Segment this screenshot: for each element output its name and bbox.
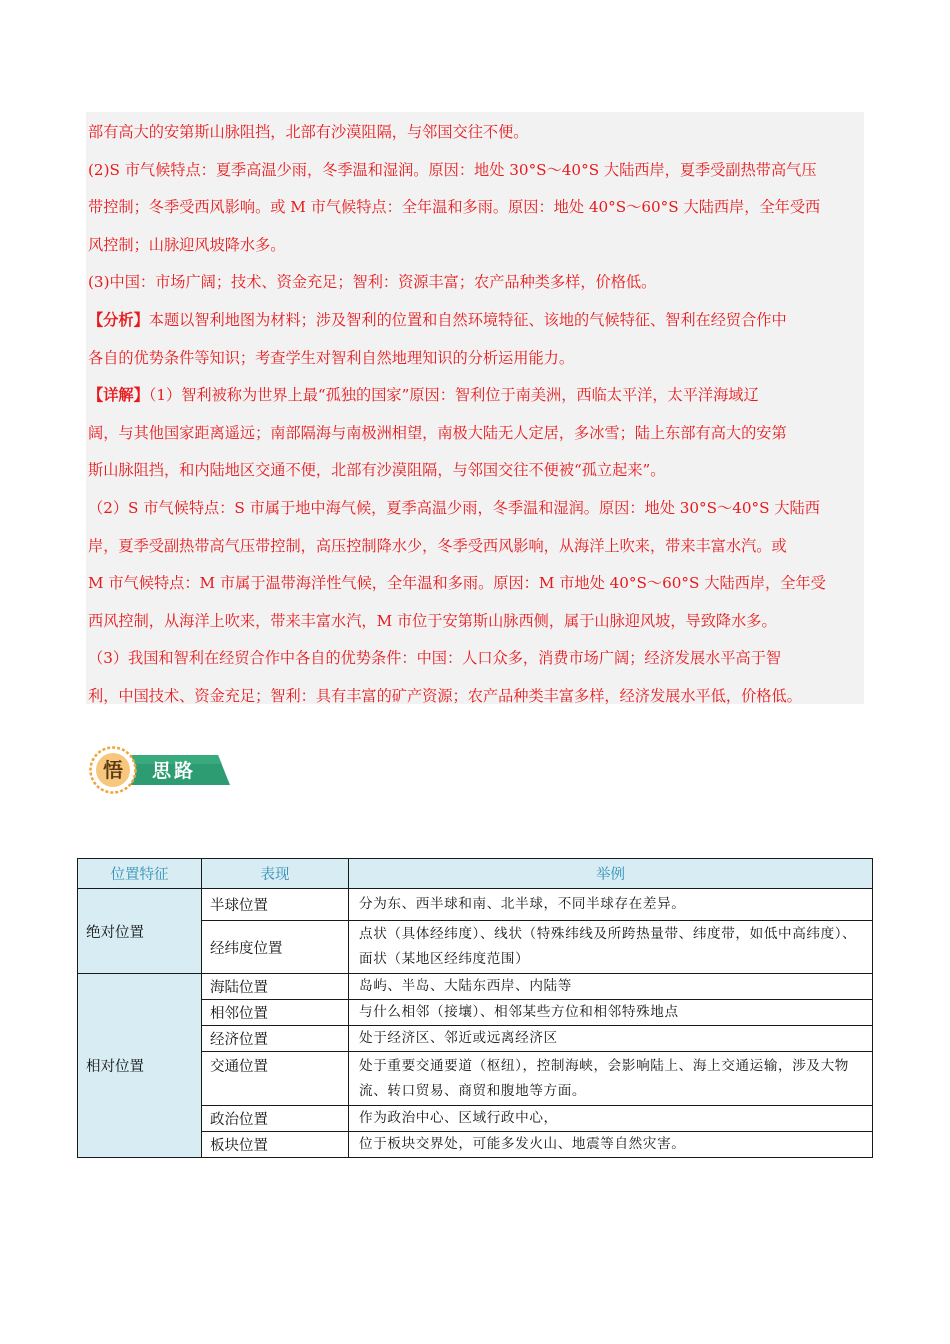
location-feature-table [77,858,873,1158]
example-cell: 分为东、西半球和南、北半球，不同半球存在差异。 [349,889,873,921]
answer-line: 部有高大的安第斯山脉阻挡，北部有沙漠阻隔，与邻国交往不便。 [88,123,529,141]
answer-line: （2）S 市气候特点：S 市属于地中海气候，夏季高温少雨，冬季温和湿润。原因：地处 30°S～40°S 大陆西 [88,498,820,517]
example-cell: 位于板块交界处，可能多发火山、地震等自然灾害。 [349,1132,873,1158]
example-cell: 与什么相邻（接壤）、相邻某些方位和相邻特殊地点 [349,1000,873,1026]
answer-line: 风控制；山脉迎风坡降水多。 [88,235,286,254]
feature-cell: 政治位置 [202,1106,349,1132]
example-cell: 处于重要交通要道（枢纽），控制海峡，会影响陆上、海上交通运输，涉及大物流、转口贸易、商贸和腹地等方面。 [349,1052,873,1106]
table-header-expression: 表现 [202,859,349,889]
example-cell: 处于经济区、邻近或远离经济区 [349,1026,873,1052]
logo-badge-text: 悟 [103,758,123,782]
answer-line: （3）我国和智利在经贸合作中各自的优势条件：中国：人口众多，消费市场广阔；经济发展水平高于智 [88,649,782,668]
answer-line: (3)中国：市场广阔；技术、资金充足；智利：资源丰富；农产品种类多样，价格低。 [88,273,657,292]
feature-cell: 相邻位置 [202,1000,349,1026]
answer-line: 带控制；冬季受西风影响。或 M 市气候特点：全年温和多雨。原因：地处 40°S～60°S 大陆西岸，全年受西 [88,198,821,217]
table-header-row [78,859,873,889]
group-cell-absolute: 绝对位置 [78,889,202,974]
answer-line: 西风控制，从海洋上吹来，带来丰富水汽，M 市位于安第斯山脉西侧，属于山脉迎风坡，导致降水多。 [88,611,777,630]
detail-tag: 【详解】 [88,386,149,405]
feature-cell: 板块位置 [202,1132,349,1158]
answer-line: 利，中国技术、资金充足；智利：具有丰富的矿产资源；农产品种类丰富多样，经济发展水平低，价格低。 [88,686,802,705]
answer-line: 【详解】（1）智利被称为世界上最“孤独的国家”原因：智利位于南美洲，西临太平洋，太平洋海域辽 [88,386,759,405]
feature-cell: 交通位置 [202,1052,349,1106]
answer-line: 岸，夏季受副热带高气压带控制，高压控制降水少，冬季受西风影响，从海洋上吹来，带来丰富水汽。或 [88,536,787,555]
example-cell: 作为政治中心、区域行政中心， [349,1106,873,1132]
feature-cell: 半球位置 [202,889,349,921]
answer-line: 阔，与其他国家距离遥远；南部隔海与南极洲相望，南极大陆无人定居，多冰雪；陆上东部有高大的安第 [88,423,787,442]
table-row [78,889,873,921]
table-header-feature: 位置特征 [78,859,202,889]
feature-cell: 经济位置 [202,1026,349,1052]
analysis-tag: 【分析】 [88,310,149,329]
feature-cell: 经纬度位置 [202,921,349,974]
group-cell-relative: 相对位置 [78,974,202,1158]
logo-label: 思路 [151,760,197,782]
answer-text [88,114,864,716]
example-cell: 点状（具体经纬度）、线状（特殊纬线及所跨热量带、纬度带，如低中高纬度）、面状（某地区经纬度范围） [349,921,873,974]
answer-line: 【分析】本题以智利地图为材料；涉及智利的位置和自然环境特征、该地的气候特征、智利在经贸合作中 [88,310,787,329]
table-row [78,974,873,1000]
example-cell: 岛屿、半岛、大陆东西岸、内陆等 [349,974,873,1000]
table-header-example: 举例 [349,859,873,889]
answer-line: M 市气候特点：M 市属于温带海洋性气候，全年温和多雨。原因：M 市地处 40°S～60°S 大陆西岸，全年受 [88,574,826,593]
section-logo [88,745,230,795]
answer-line: (2)S 市气候特点：夏季高温少雨，冬季温和湿润。原因：地处 30°S～40°S 大陆西岸，夏季受副热带高气压 [88,160,817,179]
answer-line: 各自的优势条件等知识；考查学生对智利自然地理知识的分析运用能力。 [88,348,574,367]
feature-cell: 海陆位置 [202,974,349,1000]
answer-line: 斯山脉阻挡，和内陆地区交通不便，北部有沙漠阻隔，与邻国交往不便被“孤立起来”。 [88,461,666,480]
